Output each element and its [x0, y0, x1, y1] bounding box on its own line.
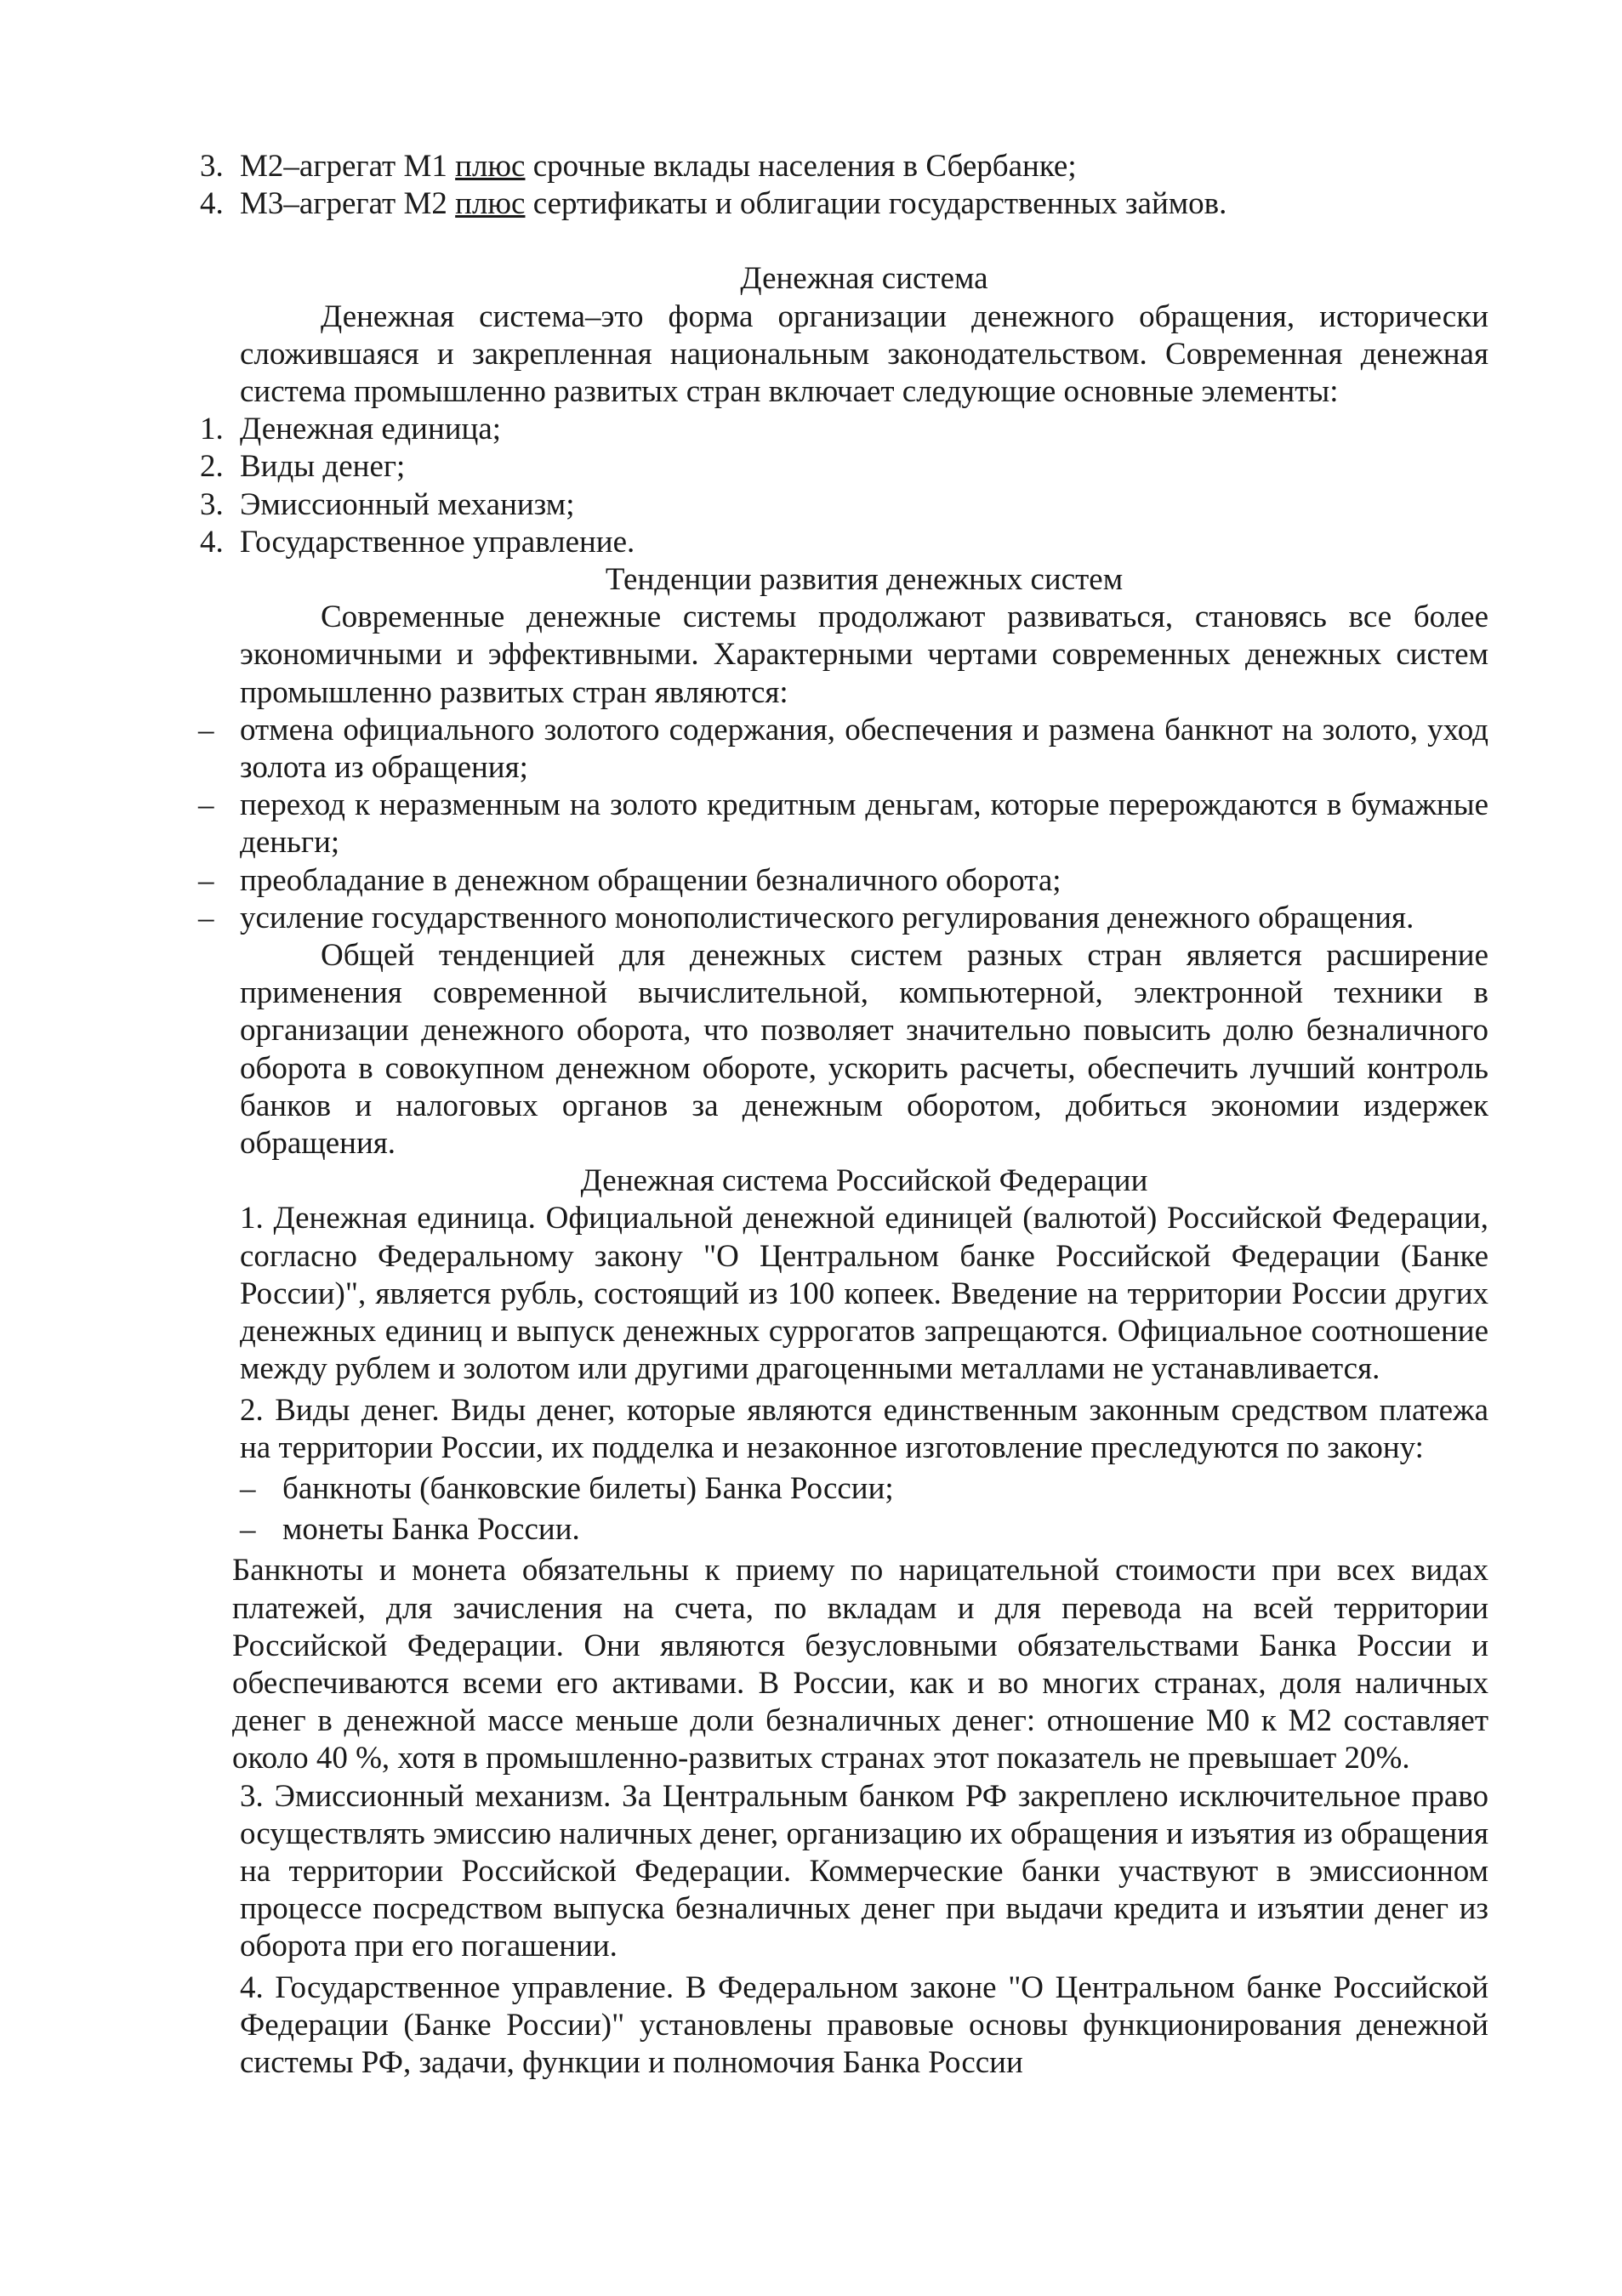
list-number: 3. [200, 149, 224, 184]
paragraph: 3. Эмиссионный механизм. За Центральным банком РФ закреплено исключительное право осуществлять эмиссию наличных денег, организацию их обращения и изъятия из обращения на территории Российской Федерации. Коммерческие банки участвуют в эмиссионном процессе посредством выпуска безналичных денег при выдачи кредита и изъятии денег из оборота при его погашении. [240, 1778, 1488, 1964]
dash-bullet: – [198, 900, 214, 935]
section-heading: Тенденции развития денежных систем [605, 562, 1124, 598]
list-text: Эмиссионный механизм; [240, 486, 575, 522]
list-text: банкноты (банковские билеты) Банка России; [282, 1470, 894, 1506]
list-text: отмена официального золотого содержания, обеспечения и размена банкнот на золото, уход золота из обращения; [240, 712, 1488, 786]
list-text-pre: М3–агрегат М2 [240, 186, 456, 222]
list-text-post: сертификаты и облигации государственных займов. [525, 186, 1227, 222]
list-number: 4. [200, 186, 224, 222]
list-item [200, 448, 1488, 486]
dash-list-item [200, 1470, 1488, 1508]
list-number: 3. [200, 486, 224, 522]
dash-list-item [200, 900, 1488, 937]
list-number: 4. [200, 524, 224, 560]
section-heading: Денежная система [740, 261, 988, 297]
list-item [200, 524, 1488, 561]
dash-list-item [200, 862, 1488, 900]
underlined-word: плюс [455, 149, 526, 184]
dash-bullet: – [240, 1470, 256, 1506]
paragraph: Банкноты и монета обязательны к приему по нарицательной стоимости при всех видах платежей, для зачисления на счета, по вкладам и для перевода на всей территории Российской Федерации. Они являются безусловными обязательствами Банка России и обеспечиваются всеми его активами. В России, как и во многих странах, доля наличных денег в денежной массе меньше доли безналичных денег: отношение М0 к М2 составляет около 40 %, хотя в промышленно-развитых странах этот показатель не превышает 20%. [232, 1553, 1488, 1776]
paragraph: 2. Виды денег. Виды денег, которые являются единственным законным средством платежа на территории России, их подделка и незаконное изготовление преследуются по закону: [240, 1392, 1488, 1465]
dash-bullet: – [198, 862, 214, 898]
list-text: переход к неразменным на золото кредитным деньгам, которые перерождаются в бумажные деньги; [240, 787, 1488, 861]
list-item [200, 185, 1488, 223]
dash-list-item [200, 712, 1488, 787]
list-text-post: срочные вклады населения в Сбербанке; [525, 149, 1077, 184]
list-number: 1. [200, 412, 224, 447]
document-body [200, 148, 1488, 2082]
dash-bullet: – [240, 1512, 256, 1548]
list-number: 2. [200, 449, 224, 485]
paragraph: 4. Государственное управление. В Федеральном законе "О Центральном банке Российской Федерации (Банке России)" установлены правовые основы функционирования денежной системы РФ, задачи, функции и полномочия Банка России [240, 1969, 1488, 2080]
dash-bullet: – [198, 787, 214, 823]
list-text: монеты Банка России. [282, 1512, 580, 1548]
paragraph: Современные денежные системы продолжают развиваться, становясь все более экономичными и эффективными. Характерными чертами современных денежных систем промышленно развитых стран являются: [240, 600, 1488, 710]
list-text-pre: М2–агрегат М1 [240, 149, 456, 184]
list-text: Государственное управление. [240, 524, 635, 560]
dash-bullet: – [198, 712, 214, 747]
dash-list-item [200, 787, 1488, 861]
underlined-word: плюс [455, 186, 526, 222]
paragraph: Общей тенденцией для денежных систем разных стран является расширение применения современной вычислительной, компьютерной, электронной техники в организации денежного оборота, что позволяет значительно повысить долю безналичного оборота в совокупном денежном обороте, ускорить расчеты, обеспечить лучший контроль банков и налоговых органов за денежным оборотом, добиться экономии издержек обращения. [240, 938, 1488, 1162]
section-heading: Денежная система Российской Федерации [580, 1163, 1148, 1199]
list-item [200, 486, 1488, 524]
list-text: Денежная единица; [240, 412, 502, 447]
list-text: Виды денег; [240, 449, 406, 485]
list-item [200, 148, 1488, 185]
paragraph: Денежная система–это форма организации денежного обращения, исторически сложившаяся и закрепленная национальным законодательством. Современная денежная система промышленно развитых стран включает следующие основные элементы: [240, 298, 1488, 410]
list-text: усиление государственного монополистического регулирования денежного обращения. [240, 900, 1414, 935]
paragraph: 1. Денежная единица. Официальной денежной единицей (валютой) Российской Федерации, согласно Федеральному закону "О Центральном банке Российской Федерации (Банке России)", является рубль, состоящий из 100 копеек. Введение на территории России других денежных единиц и выпуск денежных суррогатов запрещаются. Официальное соотношение между рублем и золотом или другими драгоценными металлами не устанавливается. [240, 1201, 1488, 1387]
list-text: преобладание в денежном обращении безналичного оборота; [240, 862, 1061, 898]
dash-list-item [200, 1511, 1488, 1549]
list-item [200, 411, 1488, 448]
